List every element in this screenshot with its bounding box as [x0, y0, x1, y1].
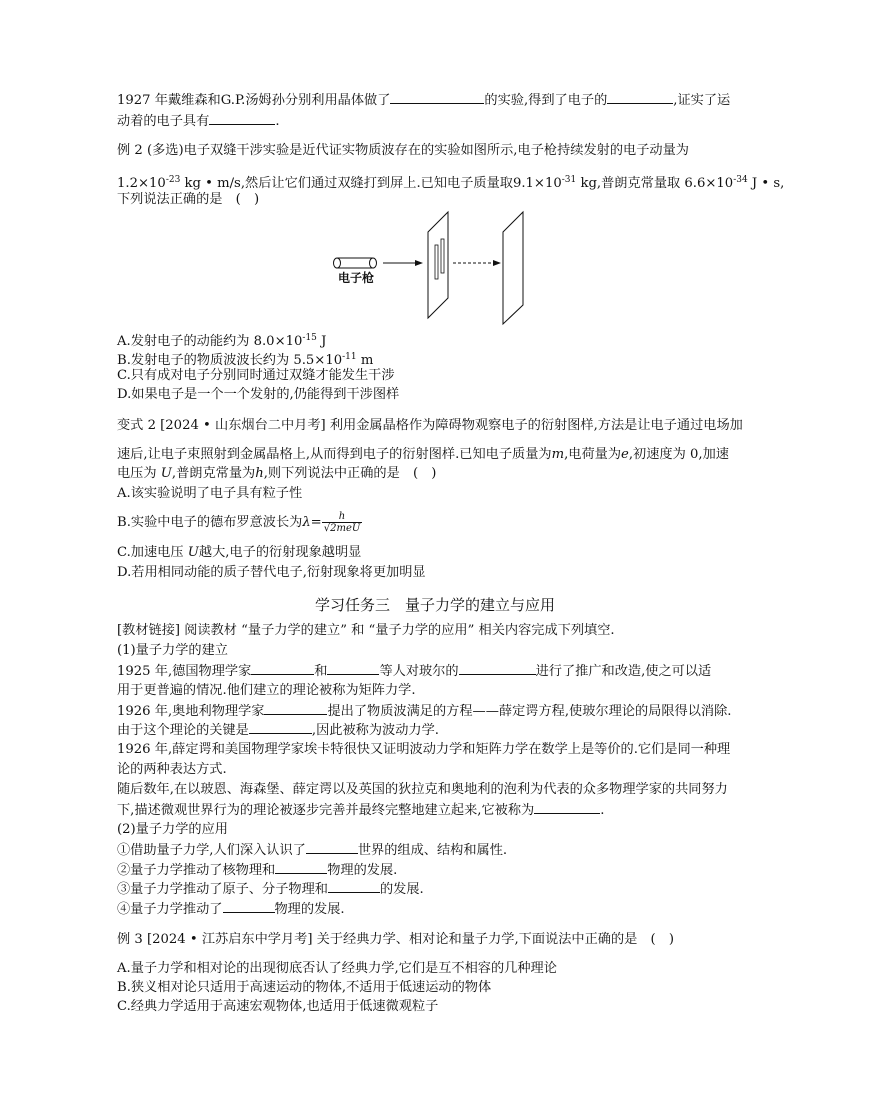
application-4: ④量子力学推动了 物理的发展.: [117, 899, 345, 920]
variant2-option-b[interactable]: B.实验中电子的德布罗意波长为λ= $\frac{h}{\text{√2meU}}$: [117, 511, 361, 534]
slit-1: [435, 245, 438, 279]
slit-2: [441, 239, 444, 273]
intro-line-2: 动着的电子具有 .: [117, 111, 280, 132]
task3-para2-line2: 由于这个理论的关键是 ,因此被称为波动力学.: [117, 720, 439, 741]
application-1: ①借助量子力学,人们深入认识了 世界的组成、结构和属性.: [117, 840, 507, 861]
wavelength-fraction: $\frac{h}{\text{√2meU}}$: [323, 511, 361, 534]
blank-7[interactable]: [264, 701, 327, 715]
screen: [503, 212, 523, 324]
application-2: ②量子力学推动了核物理和 物理的发展.: [117, 860, 397, 881]
task3-para3-line2: 论的两种表达方式.: [117, 762, 227, 777]
double-slit-figure: [325, 210, 525, 328]
electron-gun-label: 电子枪: [338, 271, 375, 285]
example3-option-a[interactable]: A.量子力学和相对论的出现彻底否认了经典力学,它们是互不相容的几种理论: [117, 961, 557, 976]
blank-12[interactable]: [328, 879, 380, 893]
example2-line-2: $1.2\times 10^{-23}$ kg • m/s,然后让它们通过双缝打到屏上.已知电子质量取$9.1\times 10^{-31}$ kg,普朗克常量取 $6.6\times 10^{-34}$ J • s,: [117, 175, 785, 191]
blank-8[interactable]: [249, 720, 312, 734]
example2-option-c[interactable]: C.只有成对电子分别同时通过双缝才能发生干涉: [117, 368, 395, 383]
example2-option-a[interactable]: A.发射电子的动能约为 $8.0\times 10^{-15}$ J: [117, 333, 327, 349]
variant2-line-1: 变式 2 [2024 • 山东烟台二中月考] 利用金属晶格作为障碍物观察电子的衍射图样,方法是让电子通过电场加: [117, 418, 743, 433]
task3-para1-line2: 用于更普遍的情况.他们建立的理论被称为矩阵力学.: [117, 683, 416, 698]
variant2-line-2: 速后,让电子束照射到金属晶格上,从而得到电子的衍射图样.已知电子质量为m,电荷量为e,初速度为 0,加速: [117, 447, 729, 462]
electron-gun-icon: [337, 258, 373, 268]
example3-option-b[interactable]: B.狭义相对论只适用于高速运动的物体,不适用于低速运动的物体: [117, 980, 492, 995]
example2-line-3: 下列说法正确的是 ( ): [117, 192, 260, 207]
blank-13[interactable]: [223, 899, 275, 913]
blank-6[interactable]: [459, 661, 536, 675]
example3-line-1: 例 3 [2024 • 江苏启东中学月考] 关于经典力学、相对论和量子力学,下面说法中正确的是 ( ): [117, 932, 675, 947]
blank-11[interactable]: [275, 860, 327, 874]
example2-option-d[interactable]: D.如果电子是一个一个发射的,仍能得到干涉图样: [117, 387, 400, 402]
variant2-option-c[interactable]: C.加速电压 U越大,电子的衍射现象越明显: [117, 545, 362, 560]
task3-para4-line1: 随后数年,在以玻恩、海森堡、薛定谔以及英国的狄拉克和奥地利的泡利为代表的众多物理学家的共同努力: [117, 782, 728, 797]
blank-5[interactable]: [327, 661, 379, 675]
blank-2[interactable]: [607, 90, 673, 104]
blank-1[interactable]: [390, 90, 484, 104]
task3-para2-line1: 1926 年,奥地利物理学家 提出了物质波满足的方程——薛定谔方程,使玻尔理论的局限得以消除.: [117, 701, 731, 722]
subsection-2-title: (2)量子力学的应用: [117, 822, 228, 837]
blank-10[interactable]: [306, 840, 358, 854]
task3-para1-line1: 1925 年,德国物理学家 和 等人对玻尔的 进行了推广和改造,使之可以适: [117, 661, 711, 682]
dashed-arrow-icon: [493, 260, 501, 266]
textbook-link: [教材链接] 阅读教材 “量子力学的建立” 和 “量子力学的应用” 相关内容完成下列填空.: [117, 623, 615, 638]
application-3: ③量子力学推动了原子、分子物理和 的发展.: [117, 879, 424, 900]
task3-para4-line2: 下,描述微观世界行为的理论被逐步完善并最终完整地建立起来,它被称为 .: [117, 800, 604, 821]
variant2-line-3: 电压为 U,普朗克常量为h,则下列说法中正确的是 ( ): [117, 466, 437, 481]
example2-line-1: 例 2 (多选)电子双缝干涉实验是近代证实物质波存在的实验如图所示,电子枪持续发射的电子动量为: [117, 143, 689, 158]
blank-4[interactable]: [251, 661, 314, 675]
section-heading: 学习任务三 量子力学的建立与应用: [314, 596, 555, 614]
example2-option-b[interactable]: B.发射电子的物质波波长约为 $5.5\times 10^{-11}$ m: [117, 352, 374, 368]
variant2-option-a[interactable]: A.该实验说明了电子具有粒子性: [117, 486, 303, 501]
arrow-icon: [415, 260, 423, 266]
subsection-1-title: (1)量子力学的建立: [117, 643, 228, 658]
variant2-option-d[interactable]: D.若用相同动能的质子替代电子,衍射现象将更加明显: [117, 565, 426, 580]
task3-para3-line1: 1926 年,薛定谔和美国物理学家埃卡特很快又证明波动力学和矩阵力学在数学上是等价的.它们是同一种理: [117, 742, 731, 757]
blank-3[interactable]: [209, 111, 275, 125]
example3-option-c[interactable]: C.经典力学适用于高速宏观物体,也适用于低速微观粒子: [117, 999, 439, 1014]
intro-line-1: 1927 年戴维森和G.P.汤姆孙分别利用晶体做了 的实验,得到了电子的 ,证实了运: [117, 90, 730, 111]
blank-9[interactable]: [534, 800, 600, 814]
